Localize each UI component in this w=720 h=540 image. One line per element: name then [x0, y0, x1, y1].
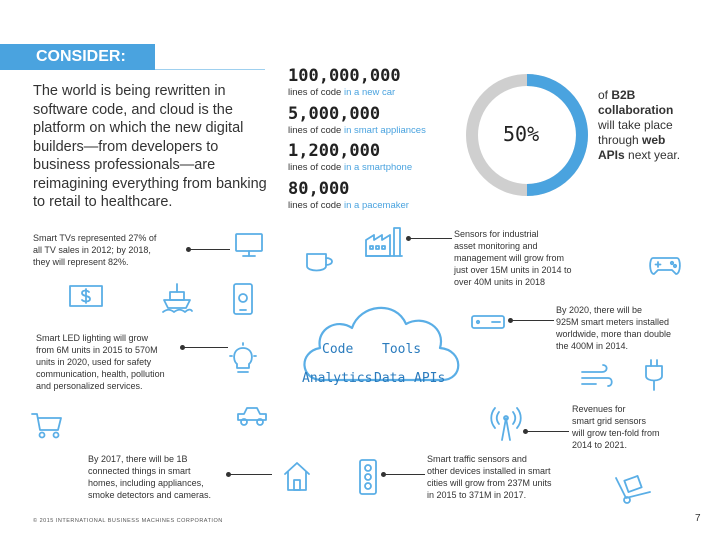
b2b-line3: will take place — [598, 118, 673, 132]
note-line: cities will grow from 237M units — [427, 478, 552, 488]
note-line: over 40M units in 2018 — [454, 277, 546, 287]
b2b-line5-bold: APIs — [598, 148, 625, 162]
stat-number: 80,000 — [288, 179, 350, 199]
leader-line — [182, 347, 228, 348]
note-sensors — [454, 228, 594, 288]
leader-dot — [226, 472, 231, 477]
note-line: 2014 to 2021. — [572, 440, 628, 450]
stat-caption-suffix: in a new car — [343, 87, 396, 98]
b2b-line4-pre: through — [598, 133, 643, 147]
leader-line — [228, 474, 272, 475]
cloud-word-tools: Tools — [382, 342, 422, 357]
note-line: Smart TVs represented 27% of — [33, 233, 157, 243]
note-line: Revenues for — [572, 404, 626, 414]
note-traffic — [427, 453, 577, 501]
note-line: worldwide, more than double — [556, 329, 672, 339]
b2b-line5-post: next year. — [624, 148, 681, 162]
note-line: asset monitoring and — [454, 241, 538, 251]
note-led-lighting — [36, 332, 196, 392]
stat-caption-prefix: lines of code — [288, 125, 342, 136]
header-divider — [155, 69, 265, 70]
note-revenue — [572, 403, 712, 451]
note-line: all TV sales in 2012; by 2018, — [33, 245, 151, 255]
intro-text: The world is being rewritten in software code, and cloud is the platform on which the new digital builders—from developers to business professionals—are reimagining everything from banking to retail to healthcare. — [33, 83, 267, 210]
stat-number: 1,200,000 — [288, 141, 381, 161]
stat-caption — [288, 162, 412, 173]
stat-number: 100,000,000 — [288, 66, 401, 86]
note-line: the 400M in 2014. — [556, 341, 629, 351]
note-smart-meters — [556, 304, 696, 352]
traffic-light-icon — [358, 458, 378, 496]
note-line: and personalized services. — [36, 381, 143, 391]
leader-dot — [186, 247, 191, 252]
note-line: Smart LED lighting will grow — [36, 333, 149, 343]
leader-dot — [508, 318, 513, 323]
stat-caption-suffix: in smart appliances — [343, 125, 426, 136]
dollar-bill-icon — [68, 284, 104, 310]
note-line: By 2020, there will be — [556, 305, 643, 315]
light-bulb-icon — [228, 342, 258, 376]
stat-caption-suffix: in a pacemaker — [343, 200, 409, 211]
page-number: 7 — [695, 513, 701, 524]
note-line: By 2017, there will be 1B — [88, 454, 188, 464]
stat-caption — [288, 125, 426, 136]
note-line: just over 15M units in 2014 to — [454, 265, 572, 275]
ship-icon — [160, 280, 194, 314]
leader-dot — [406, 236, 411, 241]
leader-dot — [381, 472, 386, 477]
note-line: will grow ten-fold from — [572, 428, 660, 438]
b2b-line1-pre: of — [598, 88, 612, 102]
leader-line — [525, 431, 569, 432]
note-line: smart grid sensors — [572, 416, 647, 426]
power-plug-icon — [640, 358, 668, 392]
note-line: units in 2020, used for safety — [36, 357, 152, 367]
note-line: from 6M units in 2015 to 570M — [36, 345, 158, 355]
tv-icon — [234, 232, 264, 258]
cloud-word-code: Code — [322, 342, 354, 357]
factory-icon — [364, 226, 404, 258]
stat-caption — [288, 200, 409, 211]
note-smart-tv — [33, 232, 193, 268]
note-line: management will grow from — [454, 253, 565, 263]
game-controller-icon — [648, 252, 682, 278]
leader-line — [188, 249, 230, 250]
b2b-line1-bold: B2B — [611, 88, 636, 102]
stat-number: 5,000,000 — [288, 104, 381, 124]
leader-line — [510, 320, 554, 321]
note-line: 925M smart meters installed — [556, 317, 670, 327]
note-line: Sensors for industrial — [454, 229, 539, 239]
shopping-cart-icon — [30, 410, 64, 440]
b2b-line2-bold: collaboration — [598, 103, 674, 117]
b2b-text — [598, 88, 710, 163]
note-line: communication, health, pollution — [36, 369, 165, 379]
note-connected-things — [88, 453, 248, 501]
copyright-footer: © 2015 INTERNATIONAL BUSINESS MACHINES CORPORATION — [33, 518, 223, 524]
stat-caption-suffix: in a smartphone — [343, 162, 413, 173]
leader-dot — [523, 429, 528, 434]
leader-dot — [180, 345, 185, 350]
stat-caption-prefix: lines of code — [288, 162, 342, 173]
stat-caption-prefix: lines of code — [288, 200, 342, 211]
note-line: other devices installed in smart — [427, 466, 551, 476]
cloud-word-data: Data — [374, 371, 406, 386]
note-line: Smart traffic sensors and — [427, 454, 527, 464]
note-line: connected things in smart — [88, 466, 191, 476]
note-line: in 2015 to 371M in 2017. — [427, 490, 527, 500]
note-line: homes, including appliances, — [88, 478, 204, 488]
consider-header: CONSIDER: — [0, 44, 155, 70]
stat-caption-prefix: lines of code — [288, 87, 342, 98]
note-line: they will represent 82%. — [33, 257, 129, 267]
wind-icon — [580, 362, 614, 390]
donut-percentage: 50% — [503, 122, 540, 146]
house-icon — [282, 460, 312, 494]
router-icon — [470, 312, 506, 332]
leader-line — [383, 474, 425, 475]
cloud-word-apis: APIs — [414, 371, 446, 386]
coffee-cup-icon — [304, 250, 336, 276]
b2b-line4-bold: web — [642, 133, 666, 147]
cloud-word-analytics: Analytics — [302, 371, 373, 386]
stat-caption — [288, 87, 395, 98]
hand-truck-icon — [614, 472, 654, 506]
note-line: smoke detectors and cameras. — [88, 490, 212, 500]
signal-tower-icon — [490, 402, 522, 442]
leader-line — [408, 238, 452, 239]
car-icon — [236, 404, 268, 428]
smartphone-icon — [232, 282, 254, 316]
